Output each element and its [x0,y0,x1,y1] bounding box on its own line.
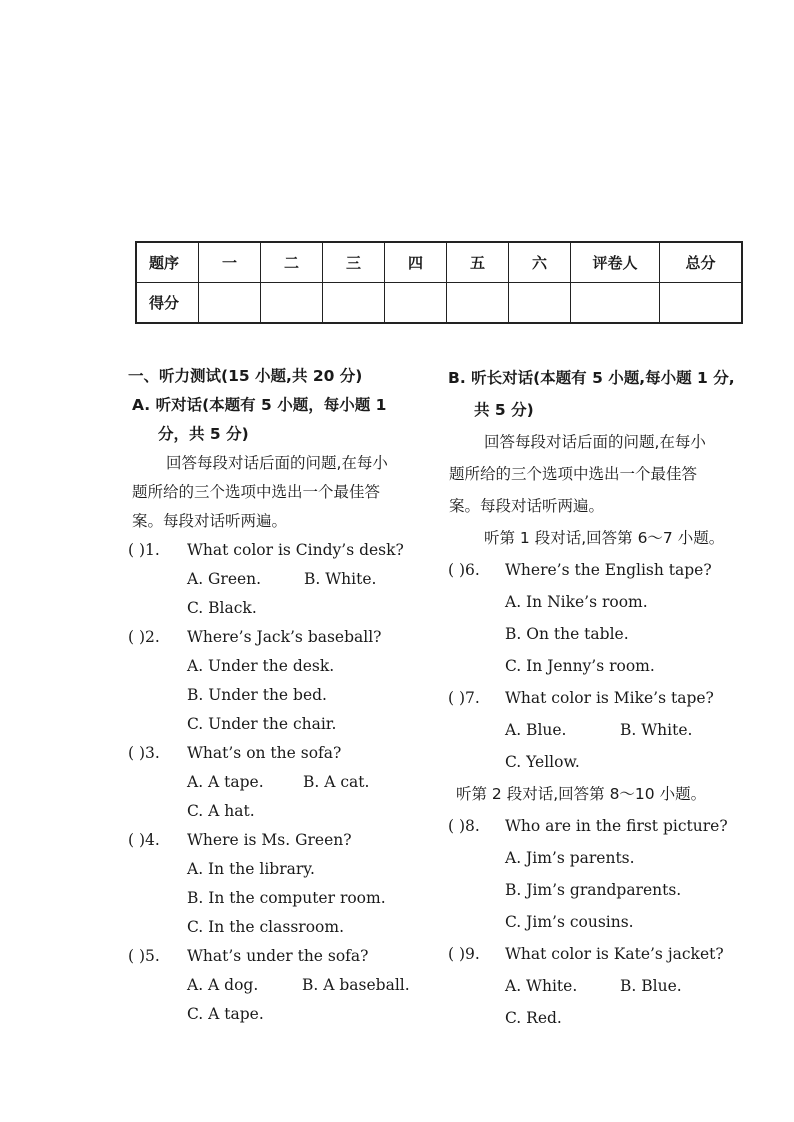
options-row [128,594,446,623]
options-row [128,913,446,942]
option: C. In Jenny’s room. [505,657,655,675]
options-row [448,714,768,746]
header-cell: 题序 [136,242,199,283]
option: C. Black. [187,599,257,617]
score-cell [385,283,447,324]
answer-blank[interactable]: ( )9. [448,945,480,963]
question-text: What color is Kate’s jacket? [505,945,724,963]
options-row [448,842,768,874]
option: B. Blue. [620,977,682,995]
option: A. A tape. [187,773,264,791]
question-text: What’s on the sofa? [187,744,342,762]
question-text: Where is Ms. Green? [187,831,352,849]
header-cell: 评卷人 [571,242,660,283]
dialog-heading: 听第 2 段对话,回答第 8～10 小题。 [456,785,707,803]
option: B. White. [304,570,377,588]
question-text: What color is Mike’s tape? [505,689,714,707]
option: C. A tape. [187,1005,264,1023]
options-row [128,855,446,884]
answer-blank[interactable]: ( )3. [128,744,160,762]
options-row [448,618,768,650]
question [448,682,768,714]
question [448,938,768,970]
options-row [448,1002,768,1034]
option: A. In the library. [187,860,315,878]
question [448,810,768,842]
header-cell: 三 [323,242,385,283]
question-text: Where’s Jack’s baseball? [187,628,382,646]
options-row [448,906,768,938]
options-row [448,970,768,1002]
option: B. Jim’s grandparents. [505,881,682,899]
option: A. Jim’s parents. [505,849,635,867]
score-cell [447,283,509,324]
options-row [128,565,446,594]
option: A. White. [505,977,578,995]
option: C. In the classroom. [187,918,344,936]
part-b-title-cont: 共 5 分) [474,401,534,419]
right-column [448,362,768,1034]
option: B. On the table. [505,625,629,643]
options-row [448,874,768,906]
header-cell: 六 [509,242,571,283]
part-b-instruction: 回答每段对话后面的问题,在每小 [484,433,706,451]
answer-blank[interactable]: ( )8. [448,817,480,835]
question [128,826,446,855]
options-row [128,884,446,913]
answer-blank[interactable]: ( )5. [128,947,160,965]
question [128,623,446,652]
option: C. Yellow. [505,753,580,771]
section-title: 一、听力测试(15 小题,共 20 分) [128,367,363,385]
option: B. In the computer room. [187,889,386,907]
options-row [128,768,446,797]
question-text: Who are in the first picture? [505,817,728,835]
option: B. Under the bed. [187,686,327,704]
part-b-instruction: 案。每段对话听两遍。 [449,497,605,515]
question [448,554,768,586]
answer-blank[interactable]: ( )6. [448,561,480,579]
score-table-header-row [136,242,742,283]
score-table-score-row [136,283,742,324]
answer-blank[interactable]: ( )1. [128,541,160,559]
part-a-title-cont: 分，共 5 分) [158,425,249,443]
option: A. Under the desk. [187,657,335,675]
question-text: What’s under the sofa? [187,947,369,965]
option: C. Jim’s cousins. [505,913,634,931]
part-a-instruction: 案。每段对话听两遍。 [132,512,288,530]
header-cell: 一 [199,242,261,283]
question [128,739,446,768]
question [128,942,446,971]
score-table [135,241,743,324]
option: B. A baseball. [302,976,410,994]
question-text: What color is Cindy’s desk? [187,541,404,559]
part-a-title: A. 听对话(本题有 5 小题，每小题 1 [132,396,387,414]
score-cell [323,283,385,324]
part-b-title: B. 听长对话(本题有 5 小题,每小题 1 分, [448,369,735,387]
options-row [448,586,768,618]
answer-blank[interactable]: ( )2. [128,628,160,646]
score-cell [261,283,323,324]
options-row [448,650,768,682]
options-row [128,681,446,710]
options-row [128,710,446,739]
part-a-instruction: 题所给的三个选项中选出一个最佳答 [132,483,381,501]
answer-blank[interactable]: ( )7. [448,689,480,707]
score-cell [199,283,261,324]
header-cell: 五 [447,242,509,283]
options-row [128,652,446,681]
question-text: Where’s the English tape? [505,561,712,579]
score-row-label: 得分 [136,283,199,324]
header-cell: 二 [261,242,323,283]
option: C. A hat. [187,802,255,820]
option: A. Green. [187,570,262,588]
options-row [128,797,446,826]
options-row [128,971,446,1000]
question [128,536,446,565]
option: C. Red. [505,1009,562,1027]
options-row [448,746,768,778]
answer-blank[interactable]: ( )4. [128,831,160,849]
header-cell: 四 [385,242,447,283]
option: A. In Nike’s room. [505,593,648,611]
option: B. White. [620,721,693,739]
option: A. A dog. [187,976,259,994]
option: B. A cat. [303,773,370,791]
option: C. Under the chair. [187,715,337,733]
options-row [128,1000,446,1029]
left-column [128,362,446,1029]
part-b-instruction: 题所给的三个选项中选出一个最佳答 [449,465,698,483]
dialog-heading: 听第 1 段对话,回答第 6～7 小题。 [484,529,725,547]
score-cell [571,283,660,324]
header-cell: 总分 [660,242,743,283]
option: A. Blue. [505,721,567,739]
part-a-instruction: 回答每段对话后面的问题,在每小 [166,454,388,472]
score-cell [660,283,743,324]
score-cell [509,283,571,324]
